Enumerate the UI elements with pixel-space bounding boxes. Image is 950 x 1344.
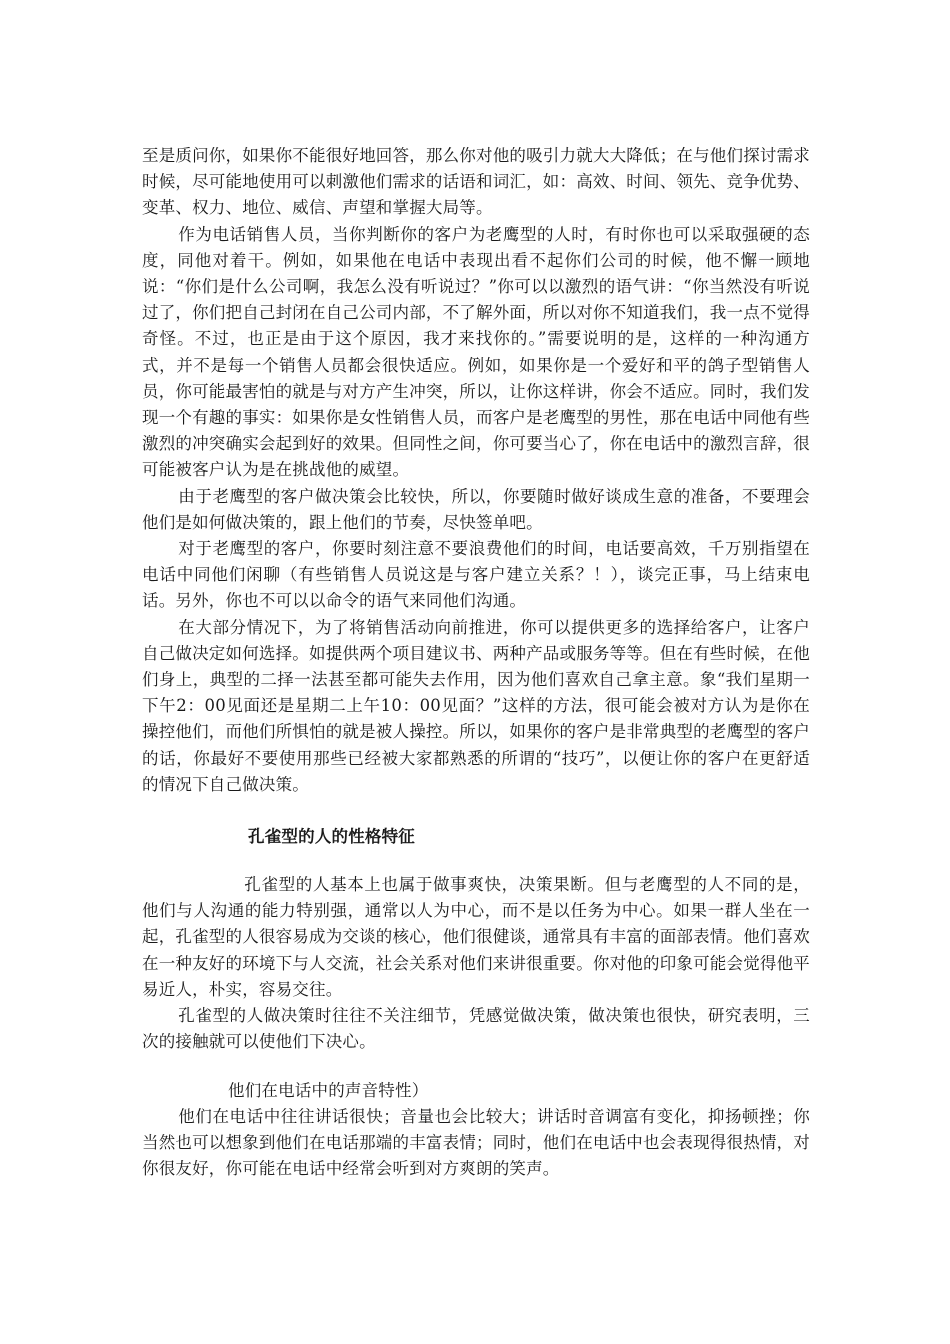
paragraph-1: 至是质问你，如果你不能很好地回答，那么你对他的吸引力就大大降低；在与他们探讨需求时候，尽可能地使用可以刺激他们需求的话语和词汇，如：高效、时间、领先、竞争优势、变革、权力、地位、威信、声望和掌握大局等。 — [142, 146, 810, 218]
paragraph-2: 作为电话销售人员，当你判断你的客户为老鹰型的人时，有时你也可以采取强硬的态度，同他对着干。例如，如果他在电话中表现出看不起你们公司的时候，他不懈一顾地说：“你们是什么公司啊，我怎么没有听说过？”你可以以激烈的语气讲：“你当然没有听说过了，你们把自己封闭在自己公司内部，不了解外面，所以对你不知道我们，我一点不觉得奇怪。不过，也正是由于这个原因，我才来找你的。”需要说明的是，这样的一种沟通方式，并不是每一个销售人员都会很快适应。例如，如果你是一个爱好和平的鸽子型销售人员，你可能最害怕的就是与对方产生冲突，所以，让你这样讲，你会不适应。同时，我们发现一个有趣的事实：如果你是女性销售人员，而客户是老鹰型的男性，那在电话中同他有些激烈的冲突确实会起到好的效果。但同性之间，你可要当心了，你在电话中的激烈言辞，很可能被客户认为是在挑战他的威望。 — [142, 224, 810, 480]
section-paragraph-2: 孔雀型的人做决策时往往不关注细节，凭感觉做决策，做决策也很快，研究表明，三次的接触就可以使他们下决心。 — [142, 1006, 810, 1052]
section-paragraph-1: 孔雀型的人基本上也属于做事爽快，决策果断。但与老鹰型的人不同的是，他们与人沟通的能力特别强，通常以人为中心，而不是以任务为中心。如果一群人坐在一起，孔雀型的人很容易成为交谈的核心，他们很健谈，通常具有丰富的面部表情。他们喜欢在一种友好的环境下与人交流，社会关系对他们来讲很重要。你对他的印象可能会觉得他平易近人，朴实，容易交往。 — [142, 875, 810, 999]
paragraph-3: 由于老鹰型的客户做决策会比较快，所以，你要随时做好谈成生意的准备，不要理会他们是如何做决策的，跟上他们的节奏，尽快签单吧。 — [142, 486, 810, 532]
sub-paragraph-1: 他们在电话中往往讲话很快；音量也会比较大；讲话时音调富有变化，抑扬顿挫；你当然也可以想象到他们在电话那端的丰富表情；同时，他们在电话中也会表现得很热情，对你很友好，你可能在电话中经常会听到对方爽朗的笑声。 — [142, 1106, 810, 1178]
paragraph-5: 在大部分情况下，为了将销售活动向前推进，你可以提供更多的选择给客户，让客户自己做决定如何选择。如提供两个项目建议书、两种产品或服务等等。但在有些时候，在他们身上，典型的二择一法甚至都可能失去作用，因为他们喜欢自己拿主意。象“我们星期一下午2：00见面还是星期二上午10：00见面？”这样的方法，很可能会被对方认为是你在操控他们，而他们所惧怕的就是被人操控。所以，如果你的客户是非常典型的老鹰型的客户的话，你最好不要使用那些已经被大家都熟悉的所谓的“技巧”，以便让你的客户在更舒适的情况下自己做决策。 — [142, 617, 810, 794]
sub-heading: 他们在电话中的声音特性） — [228, 1080, 429, 1100]
document-page — [142, 143, 810, 1182]
section-heading: 孔雀型的人的性格特征 — [248, 827, 415, 847]
paragraph-4: 对于老鹰型的客户，你要时刻注意不要浪费他们的时间，电话要高效，千万别指望在电话中同他们闲聊（有些销售人员说这是与客户建立关系？！），谈完正事，马上结束电话。另外，你也不可以以命令的语气来同他们沟通。 — [142, 539, 810, 611]
